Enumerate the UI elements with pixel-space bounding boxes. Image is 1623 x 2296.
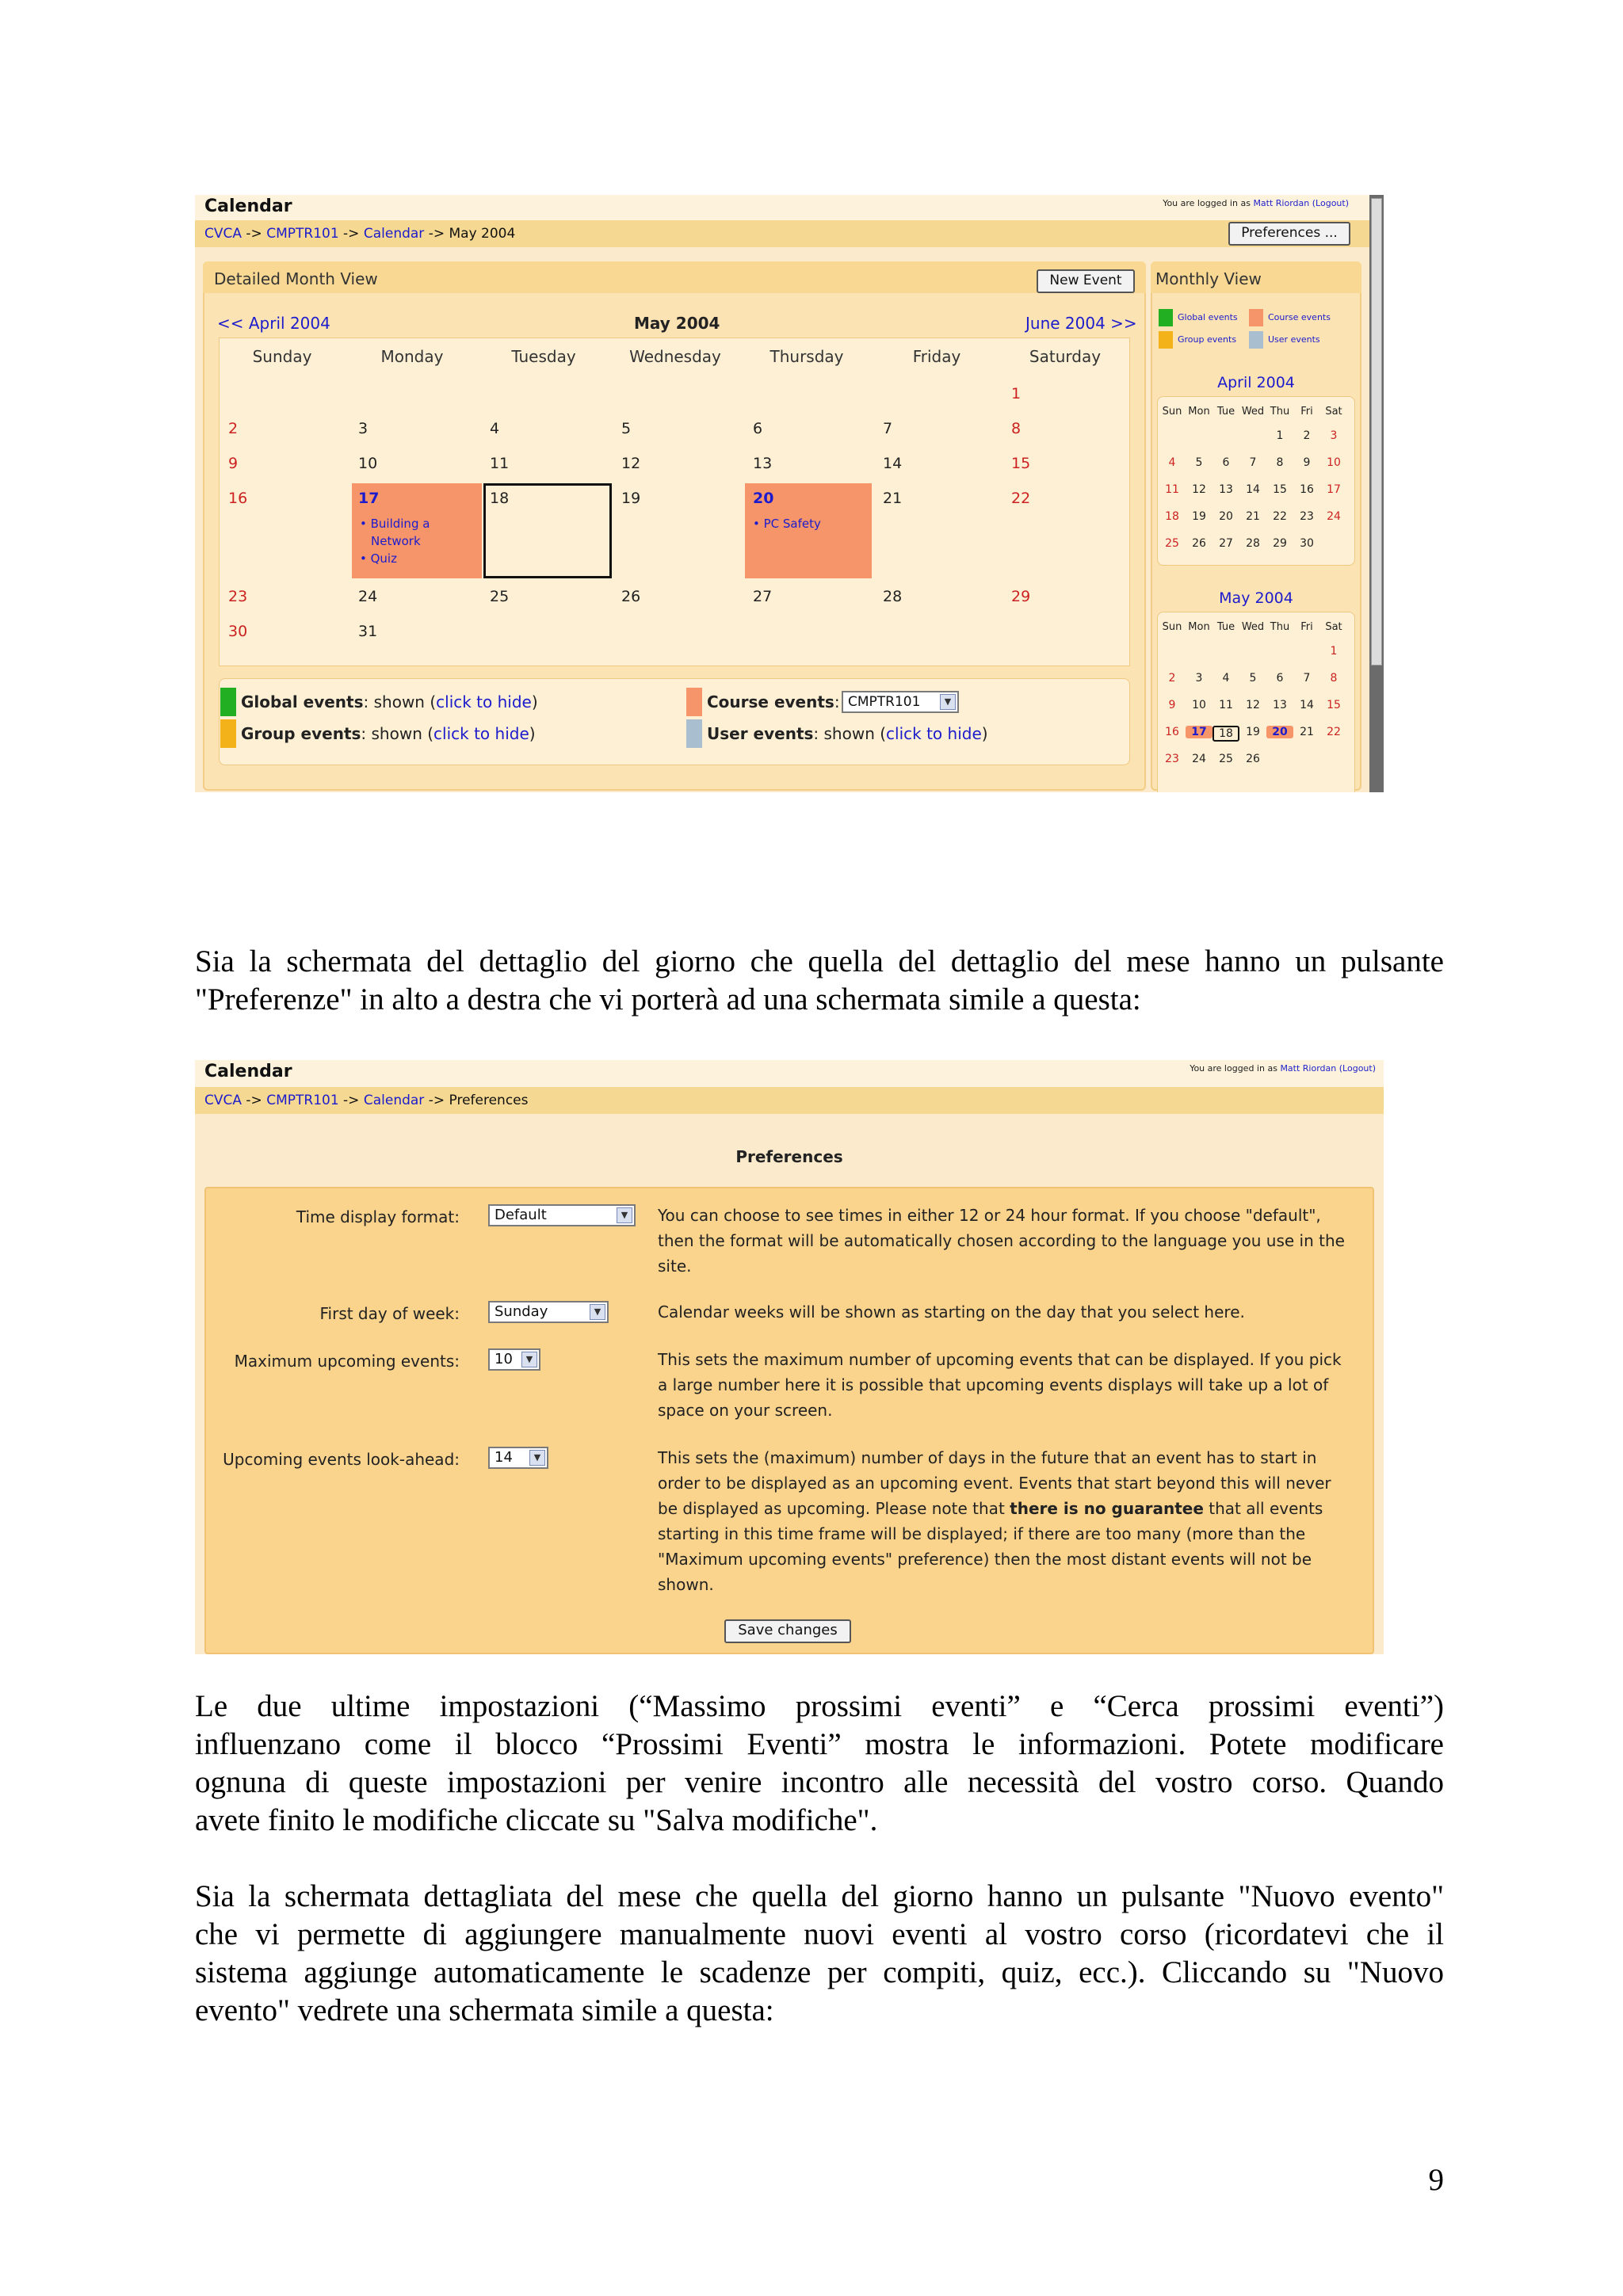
mini-weekday-header: Tue bbox=[1216, 621, 1235, 633]
app-title: Calendar bbox=[204, 1062, 292, 1081]
day-26[interactable]: 26 bbox=[621, 588, 641, 605]
mini-day-28[interactable]: 28 bbox=[1246, 537, 1260, 550]
first-day-label: First day of week: bbox=[319, 1304, 460, 1323]
mini-day-23[interactable]: 23 bbox=[1300, 510, 1314, 523]
day-6[interactable]: 6 bbox=[753, 420, 763, 437]
mini-group-swatch bbox=[1159, 331, 1173, 349]
breadcrumb-site[interactable]: CVCA bbox=[204, 226, 242, 242]
mini-weekday-header: Sat bbox=[1325, 406, 1342, 418]
breadcrumb-course[interactable]: CMPTR101 bbox=[266, 1093, 339, 1108]
mini-day-5[interactable]: 5 bbox=[1249, 672, 1257, 685]
event-pc-safety[interactable]: • PC Safety bbox=[753, 517, 821, 531]
day-14[interactable]: 14 bbox=[883, 455, 903, 472]
mini-day-4[interactable]: 4 bbox=[1222, 672, 1230, 685]
breadcrumb-calendar[interactable]: Calendar bbox=[363, 226, 425, 242]
day-29[interactable]: 29 bbox=[1011, 588, 1031, 605]
mini-day-10[interactable]: 10 bbox=[1327, 456, 1341, 469]
mini-day-16[interactable]: 16 bbox=[1165, 726, 1179, 738]
navigation-bar bbox=[195, 220, 1369, 247]
first-day-description: Calendar weeks will be shown as starting on the day that you select here. bbox=[658, 1302, 1245, 1322]
mini-may-title[interactable]: May 2004 bbox=[1219, 589, 1293, 607]
mini-weekday-header: Wed bbox=[1241, 621, 1265, 633]
mini-day-2[interactable]: 2 bbox=[1303, 429, 1311, 442]
mini-day-22[interactable]: 22 bbox=[1273, 510, 1287, 523]
mini-day-1[interactable]: 1 bbox=[1330, 645, 1338, 658]
mini-day-11[interactable]: 11 bbox=[1165, 483, 1179, 496]
mini-day-23[interactable]: 23 bbox=[1165, 753, 1179, 765]
mini-day-14[interactable]: 14 bbox=[1300, 699, 1314, 711]
day-5[interactable]: 5 bbox=[621, 420, 632, 437]
mini-weekday-header: Sun bbox=[1162, 406, 1182, 418]
mini-day-20[interactable]: 20 bbox=[1266, 726, 1293, 738]
group-events-hide-link[interactable]: click to hide bbox=[433, 724, 529, 743]
mini-day-17[interactable]: 17 bbox=[1186, 726, 1212, 738]
preferences-heading: Preferences bbox=[735, 1147, 843, 1166]
mini-day-3[interactable]: 3 bbox=[1330, 429, 1338, 442]
mini-day-13[interactable]: 13 bbox=[1273, 699, 1287, 711]
mini-day-15[interactable]: 15 bbox=[1327, 699, 1341, 711]
mini-day-8[interactable]: 8 bbox=[1330, 672, 1338, 685]
user-events-hide-link[interactable]: click to hide bbox=[886, 724, 982, 743]
mini-day-6[interactable]: 6 bbox=[1222, 456, 1230, 469]
text-line: Sia la schermata dettagliata del mese che quella del giorno hanno un pulsante "Nuovo evento" bbox=[195, 1879, 1444, 1913]
mini-day-17[interactable]: 17 bbox=[1327, 483, 1341, 496]
event-building-network[interactable]: • Building a bbox=[360, 517, 430, 531]
text-line: influenzano come il blocco “Prossimi Eventi” mostra le informazioni. Potete modificare bbox=[195, 1727, 1444, 1761]
text-line: ognuna di queste impostazioni per venire incontro alle necessità del vostro corso. Quando bbox=[195, 1765, 1444, 1799]
mini-day-27[interactable]: 27 bbox=[1219, 537, 1233, 550]
text-line: avete finito le modifiche cliccate su "Salva modifiche". bbox=[195, 1803, 878, 1837]
new-event-button[interactable]: New Event bbox=[1037, 269, 1135, 293]
mini-day-12[interactable]: 12 bbox=[1246, 699, 1260, 711]
time-format-label: Time display format: bbox=[296, 1207, 460, 1226]
event-quiz[interactable]: • Quiz bbox=[360, 551, 397, 566]
mini-day-25[interactable]: 25 bbox=[1165, 537, 1179, 550]
weekday-header: Thursday bbox=[769, 347, 844, 366]
user-link[interactable]: Matt Riordan bbox=[1253, 198, 1310, 208]
paragraph-preferences-intro bbox=[195, 943, 1444, 1019]
lookahead-select[interactable]: 14 ▼ bbox=[488, 1447, 548, 1469]
mini-day-21[interactable]: 21 bbox=[1246, 510, 1260, 523]
text-line: evento" vedrete una schermata simile a questa: bbox=[195, 1993, 774, 2027]
mini-day-19[interactable]: 19 bbox=[1192, 510, 1206, 523]
mini-april-title[interactable]: April 2004 bbox=[1217, 374, 1295, 391]
mini-weekday-header: Thu bbox=[1270, 406, 1290, 418]
mini-day-24[interactable]: 24 bbox=[1192, 753, 1206, 765]
mini-weekday-header: Sat bbox=[1325, 621, 1342, 633]
day-16[interactable]: 16 bbox=[228, 490, 248, 507]
user-events-swatch bbox=[686, 719, 702, 748]
day-20[interactable]: 20 bbox=[753, 490, 774, 507]
save-changes-button[interactable]: Save changes bbox=[724, 1619, 851, 1643]
max-upcoming-select[interactable]: 10 ▼ bbox=[488, 1348, 540, 1371]
user-link[interactable]: Matt Riordan bbox=[1280, 1063, 1337, 1074]
mini-day-19[interactable]: 19 bbox=[1246, 726, 1260, 738]
mini-day-9[interactable]: 9 bbox=[1303, 456, 1311, 469]
event-list-17 bbox=[360, 515, 430, 567]
day-23[interactable]: 23 bbox=[228, 588, 248, 605]
mini-day-22[interactable]: 22 bbox=[1327, 726, 1341, 738]
mini-day-29[interactable]: 29 bbox=[1273, 537, 1287, 550]
chevron-down-icon: ▼ bbox=[617, 1207, 632, 1223]
day-4[interactable]: 4 bbox=[490, 420, 500, 437]
mini-weekday-header: Mon bbox=[1188, 406, 1210, 418]
day-1[interactable]: 1 bbox=[1011, 385, 1022, 402]
day-22[interactable]: 22 bbox=[1011, 490, 1031, 507]
course-select[interactable]: CMPTR101 ▼ bbox=[842, 691, 959, 713]
weekday-header: Sunday bbox=[252, 347, 312, 366]
mini-weekday-header: Mon bbox=[1188, 621, 1210, 633]
weekday-header: Monday bbox=[380, 347, 444, 366]
mini-day-1[interactable]: 1 bbox=[1276, 429, 1284, 442]
title-bar bbox=[195, 1060, 1384, 1087]
course-events-swatch bbox=[686, 688, 702, 716]
group-events-legend: Group events: shown (click to hide) bbox=[241, 724, 536, 743]
course-events-legend: Course events: bbox=[707, 692, 840, 711]
mini-course-label[interactable]: Course events bbox=[1268, 312, 1331, 322]
global-events-legend: Global events: shown (click to hide) bbox=[241, 692, 538, 711]
calendar-preferences-screenshot bbox=[195, 1060, 1384, 1654]
mini-day-26[interactable]: 26 bbox=[1246, 753, 1260, 765]
global-events-swatch bbox=[220, 688, 236, 716]
mini-day-6[interactable]: 6 bbox=[1276, 672, 1284, 685]
chevron-down-icon: ▼ bbox=[940, 694, 956, 710]
day-12[interactable]: 12 bbox=[621, 455, 641, 472]
current-month-title: May 2004 bbox=[634, 314, 720, 333]
day-8[interactable]: 8 bbox=[1011, 420, 1022, 437]
mini-day-10[interactable]: 10 bbox=[1192, 699, 1206, 711]
mini-course-swatch bbox=[1249, 309, 1263, 326]
navigation-bar bbox=[195, 1087, 1384, 1114]
day-13[interactable]: 13 bbox=[753, 455, 773, 472]
group-events-swatch bbox=[220, 719, 236, 748]
event-legend bbox=[219, 678, 1130, 765]
mini-day-3[interactable]: 3 bbox=[1195, 672, 1203, 685]
app-title: Calendar bbox=[204, 196, 292, 216]
breadcrumb-site[interactable]: CVCA bbox=[204, 1093, 242, 1108]
day-31[interactable]: 31 bbox=[358, 623, 378, 640]
event-building-network-cont[interactable]: Network bbox=[371, 534, 421, 548]
mini-day-9[interactable]: 9 bbox=[1168, 699, 1176, 711]
text-line: che vi permette di aggiungere manualmente nuovi eventi al vostro corso (ricordatevi che il bbox=[195, 1917, 1444, 1951]
mini-weekday-header: Fri bbox=[1300, 621, 1313, 633]
mini-day-16[interactable]: 16 bbox=[1300, 483, 1314, 496]
day-19[interactable]: 19 bbox=[621, 490, 641, 507]
weekday-header: Friday bbox=[912, 347, 961, 366]
paragraph-new-event-intro bbox=[195, 1878, 1444, 2030]
mini-global-label[interactable]: Global events bbox=[1178, 312, 1238, 322]
mini-day-7[interactable]: 7 bbox=[1303, 672, 1311, 685]
mini-day-4[interactable]: 4 bbox=[1168, 456, 1176, 469]
scrollbar-thumb[interactable] bbox=[1371, 198, 1382, 666]
chevron-down-icon: ▼ bbox=[529, 1450, 545, 1466]
monthly-view-title: Monthly View bbox=[1155, 269, 1262, 288]
mini-day-7[interactable]: 7 bbox=[1249, 456, 1257, 469]
user-events-legend: User events: shown (click to hide) bbox=[707, 724, 988, 743]
mini-day-15[interactable]: 15 bbox=[1273, 483, 1287, 496]
text-line: sistema aggiunge automaticamente le scadenze per compiti, quiz, ecc.). Cliccando su "Nuovo bbox=[195, 1955, 1444, 1989]
day-30[interactable]: 30 bbox=[228, 623, 248, 640]
preferences-button[interactable]: Preferences ... bbox=[1228, 222, 1350, 246]
breadcrumb-current: May 2004 bbox=[449, 226, 516, 242]
login-info: You are logged in as Matt Riordan (Logout) bbox=[1163, 198, 1349, 208]
logout-link[interactable]: (Logout) bbox=[1338, 1063, 1376, 1074]
day-2[interactable]: 2 bbox=[228, 420, 239, 437]
paragraph-settings-explanation bbox=[195, 1688, 1444, 1840]
weekday-header: Tuesday bbox=[511, 347, 576, 366]
mini-day-30[interactable]: 30 bbox=[1300, 537, 1314, 550]
lookahead-label: Upcoming events look-ahead: bbox=[223, 1450, 460, 1469]
mini-group-label[interactable]: Group events bbox=[1178, 334, 1237, 345]
mini-day-26[interactable]: 26 bbox=[1192, 537, 1206, 550]
day-21[interactable]: 21 bbox=[883, 490, 903, 507]
mini-day-18[interactable]: 18 bbox=[1165, 510, 1179, 523]
mini-day-12[interactable]: 12 bbox=[1192, 483, 1206, 496]
day-10[interactable]: 10 bbox=[358, 455, 378, 472]
mini-global-swatch bbox=[1159, 309, 1173, 326]
weekday-header: Saturday bbox=[1029, 347, 1102, 366]
text-line: Sia la schermata del dettaglio del giorno che quella del dettaglio del mese hanno un pulsante bbox=[195, 944, 1444, 978]
mini-day-13[interactable]: 13 bbox=[1219, 483, 1233, 496]
day-7[interactable]: 7 bbox=[883, 420, 893, 437]
calendar-month-screenshot bbox=[195, 195, 1384, 792]
prev-month-link[interactable]: << April 2004 bbox=[217, 314, 330, 333]
breadcrumb: CVCA -> CMPTR101 -> Calendar -> Preferences bbox=[204, 1093, 529, 1108]
mini-weekday-header: Sun bbox=[1162, 621, 1182, 633]
mini-day-25[interactable]: 25 bbox=[1219, 753, 1233, 765]
detailed-month-title: Detailed Month View bbox=[214, 269, 378, 288]
max-upcoming-description: This sets the maximum number of upcoming events that can be displayed. If you pick a large number here it is possible that upcoming events displays will take up a lot of space on your screen. bbox=[658, 1350, 1342, 1420]
day-17[interactable]: 17 bbox=[358, 490, 380, 507]
mini-day-14[interactable]: 14 bbox=[1246, 483, 1260, 496]
login-info: You are logged in as Matt Riordan (Logout) bbox=[1190, 1063, 1376, 1074]
day-11[interactable]: 11 bbox=[490, 455, 510, 472]
breadcrumb-current: Preferences bbox=[449, 1093, 529, 1108]
page-number: 9 bbox=[1428, 2163, 1444, 2197]
day-18[interactable]: 18 bbox=[490, 490, 510, 507]
breadcrumb-calendar[interactable]: Calendar bbox=[363, 1093, 425, 1108]
time-format-description: You can choose to see times in either 12 or 24 hour format. If you choose "default", then the format will be automatically chosen according to the language you use in the site. bbox=[658, 1206, 1345, 1276]
mini-day-24[interactable]: 24 bbox=[1327, 510, 1341, 523]
mini-day-18[interactable]: 18 bbox=[1212, 726, 1239, 742]
day-27[interactable]: 27 bbox=[753, 588, 773, 605]
time-format-select[interactable]: Default ▼ bbox=[488, 1204, 636, 1226]
mini-day-2[interactable]: 2 bbox=[1168, 672, 1176, 685]
max-upcoming-label: Maximum upcoming events: bbox=[234, 1352, 460, 1371]
breadcrumb-course[interactable]: CMPTR101 bbox=[266, 226, 339, 242]
day-25[interactable]: 25 bbox=[490, 588, 510, 605]
logout-link[interactable]: (Logout) bbox=[1312, 198, 1349, 208]
mini-weekday-header: Thu bbox=[1270, 621, 1290, 633]
lookahead-description: This sets the (maximum) number of days in the future that an event has to start in order to be displayed as an upcoming event. Events that start beyond this will never be displayed as upcoming. Please note that there is no guarantee that all events starting in this time frame will be displayed; if there are too many (more than the "Maximum upcoming events" preference) then the most distant events will not be shown. bbox=[658, 1448, 1331, 1594]
mini-day-21[interactable]: 21 bbox=[1300, 726, 1314, 738]
mini-day-11[interactable]: 11 bbox=[1219, 699, 1233, 711]
mini-day-5[interactable]: 5 bbox=[1195, 456, 1203, 469]
breadcrumb: CVCA -> CMPTR101 -> Calendar -> May 2004 bbox=[204, 226, 516, 242]
mini-weekday-header: Tue bbox=[1216, 406, 1235, 418]
mini-day-8[interactable]: 8 bbox=[1276, 456, 1284, 469]
day-3[interactable]: 3 bbox=[358, 420, 369, 437]
chevron-down-icon: ▼ bbox=[590, 1304, 605, 1320]
mini-weekday-header: Fri bbox=[1300, 406, 1313, 418]
global-events-hide-link[interactable]: click to hide bbox=[436, 692, 532, 711]
chevron-down-icon: ▼ bbox=[521, 1352, 537, 1367]
weekday-header: Wednesday bbox=[629, 347, 721, 366]
mini-day-20[interactable]: 20 bbox=[1219, 510, 1233, 523]
text-line: "Preferenze" in alto a destra che vi porterà ad una schermata simile a questa: bbox=[195, 982, 1141, 1016]
text-line: Le due ultime impostazioni (“Massimo prossimi eventi” e “Cerca prossimi eventi”) bbox=[195, 1689, 1444, 1723]
day-24[interactable]: 24 bbox=[358, 588, 378, 605]
first-day-select[interactable]: Sunday ▼ bbox=[488, 1301, 609, 1323]
event-list-20 bbox=[753, 515, 821, 532]
title-bar bbox=[195, 195, 1369, 220]
day-9[interactable]: 9 bbox=[228, 455, 239, 472]
mini-user-label[interactable]: User events bbox=[1268, 334, 1320, 345]
day-15[interactable]: 15 bbox=[1011, 455, 1031, 472]
next-month-link[interactable]: June 2004 >> bbox=[1025, 314, 1137, 333]
mini-user-swatch bbox=[1249, 331, 1263, 349]
mini-weekday-header: Wed bbox=[1241, 406, 1265, 418]
day-28[interactable]: 28 bbox=[883, 588, 903, 605]
